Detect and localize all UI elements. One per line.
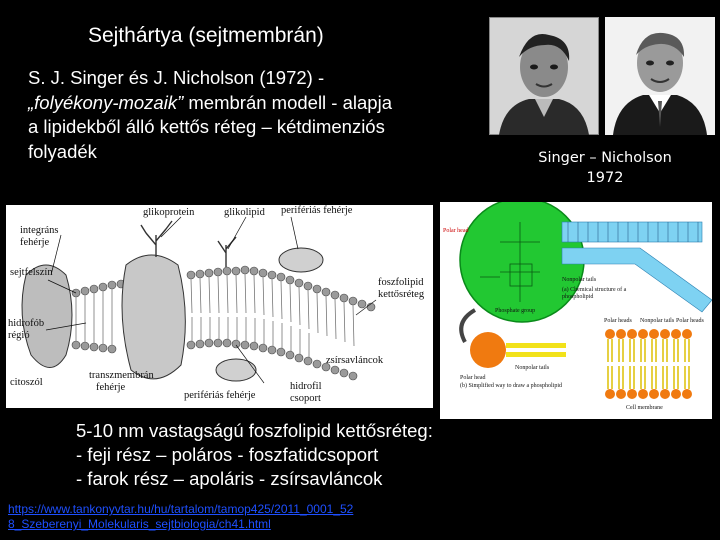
label-hidrofil-1: hidrofil (290, 381, 322, 392)
bilayer-line-3: - farok rész – apoláris - zsírsavláncok (76, 468, 383, 489)
label-hidrofob-1: hidrofób (8, 318, 45, 329)
label-transzmembran-2: fehérje (96, 382, 126, 393)
label-hidrofob-2: régió (8, 330, 30, 341)
label-periferias-bottom: perifériás fehérje (184, 390, 256, 401)
label-polar-heads: Polar heads (604, 318, 632, 324)
label-nonpolar-tails-bilayer: Nonpolar tails (640, 318, 675, 324)
label-foszfolipid-2: kettősréteg (378, 289, 425, 300)
label-transzmembran-1: transzmembrán (89, 370, 154, 381)
label-polar-head-simple: Polar head (460, 375, 486, 381)
label-hidrofil-2: csoport (290, 393, 321, 404)
source-link-line-2[interactable]: 8_Szeberenyi_Molekularis_sejtbiologia/ch41.html (8, 517, 271, 531)
label-nonpolar-tails-simple: Nonpolar tails (515, 365, 550, 371)
label-foszfolipid-1: foszfolipid (378, 277, 424, 288)
bilayer-line-1: 5-10 nm vastagságú foszfolipid kettősréteg: (76, 420, 433, 441)
intro-line-2-rest: membrán modell - alapja (183, 91, 392, 113)
label-zsirsavlancok: zsírsavláncok (326, 355, 384, 366)
label-citoszol: citoszól (10, 377, 43, 388)
label-chemical-structure: (a) Chemical structure of a phospholipid (562, 287, 627, 300)
bilayer-description (76, 419, 433, 491)
label-glikoprotein: glikoprotein (143, 207, 195, 218)
portrait-singer (489, 17, 599, 135)
label-glikolipid: glikolipid (224, 207, 265, 218)
portrait-nicholson (605, 17, 715, 135)
intro-line-3: a lipidekből álló kettős réteg – kétdimenziós (28, 116, 385, 137)
intro-line-4: folyadék (28, 140, 97, 162)
portrait-caption (505, 148, 705, 188)
label-simplified: (b) Simplified way to draw a phospholipid (460, 383, 562, 389)
caption-names: Singer – Nicholson (538, 150, 672, 166)
intro-paragraph (28, 66, 488, 164)
phospholipid-structure-diagram (440, 202, 712, 419)
fluid-mosaic-membrane-diagram (6, 205, 433, 408)
caption-year: 1972 (586, 170, 624, 186)
bilayer-line-2: - feji rész – poláros - foszfatidcsoport (76, 444, 379, 465)
slide-title: Sejthártya (sejtmembrán) (88, 24, 324, 47)
label-sejtfelszin: sejtfelszín (10, 267, 53, 278)
label-integrans-2: fehérje (20, 237, 50, 248)
label-periferias-top: perifériás fehérje (281, 205, 353, 216)
label-polar-head: Polar head (443, 228, 469, 234)
label-phosphate-group: Phosphate group (495, 308, 536, 314)
label-cell-membrane: Cell membrane (626, 405, 663, 411)
intro-line-1: S. J. Singer és J. Nicholson (1972) - (28, 67, 325, 88)
label-polar-heads-right: Polar heads (676, 318, 704, 324)
model-name-emphasis: „folyékony-mozaik” (28, 91, 184, 113)
source-link-line-1[interactable]: https://www.tankonyvtar.hu/hu/tartalom/tamop425/2011_0001_52 (8, 502, 354, 516)
source-link[interactable] (8, 502, 353, 532)
intro-line-2 (28, 91, 488, 116)
label-integrans-1: integráns (20, 225, 59, 236)
label-nonpolar-tails: Nonpolar tails (562, 277, 597, 283)
